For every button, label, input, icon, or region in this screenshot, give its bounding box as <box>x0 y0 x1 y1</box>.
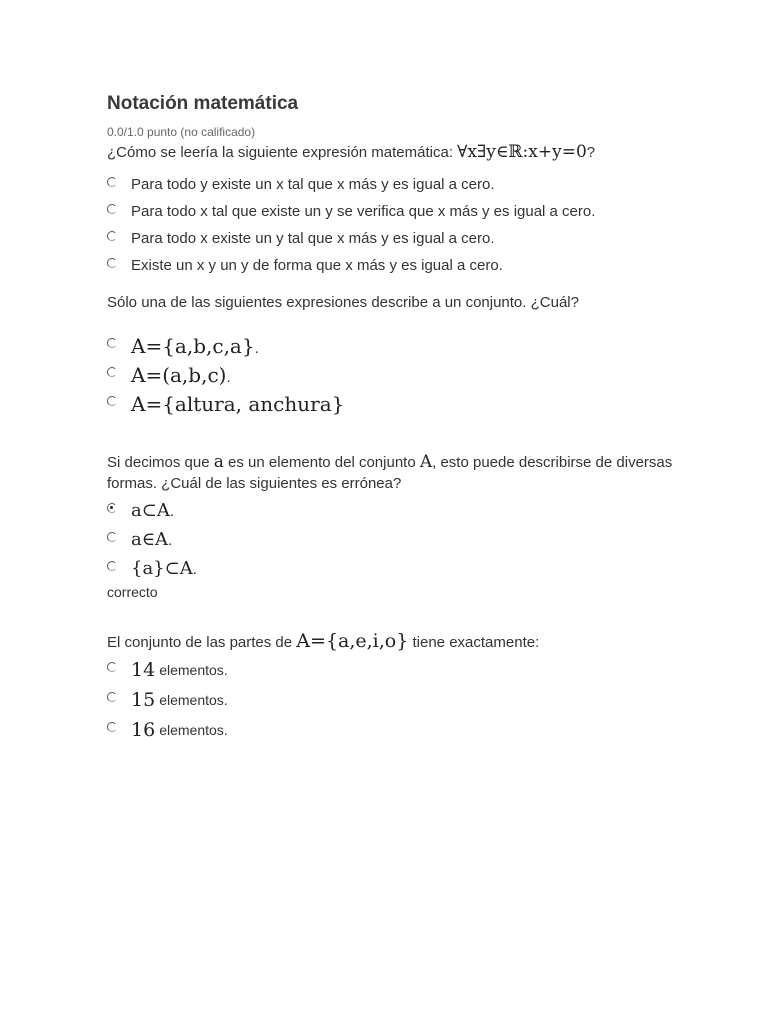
feedback-label: correcto <box>107 584 158 600</box>
question-3-prompt-c: , esto puede describirse de diversas formas. ¿Cuál de las siguientes es errónea? <box>107 454 673 492</box>
question-4-options <box>107 655 707 745</box>
radio-button[interactable] <box>107 532 117 542</box>
option-label: Existe un x y un y de forma que x más y es igual a cero. <box>131 257 503 274</box>
option-suffix: . <box>254 339 259 357</box>
question-1-prompt-text: ¿Cómo se leería la siguiente expresión matemática: <box>107 144 458 161</box>
option-label: Para todo x existe un y tal que x más y es igual a cero. <box>131 230 495 247</box>
question-3-prompt <box>107 452 707 494</box>
question-1-options <box>107 171 707 279</box>
radio-button[interactable] <box>107 204 117 214</box>
radio-button[interactable] <box>107 692 117 702</box>
option-number: 14 <box>131 659 156 681</box>
radio-button[interactable] <box>107 177 117 187</box>
option-math: a⊂A <box>131 500 170 521</box>
question-2-prompt: Sólo una de las siguientes expresiones describe a un conjunto. ¿Cuál? <box>107 294 579 311</box>
radio-button[interactable] <box>107 396 117 406</box>
option-math: {a}⊂A <box>131 558 193 579</box>
radio-button[interactable] <box>107 722 117 732</box>
radio-button[interactable] <box>107 231 117 241</box>
option-suffix: . <box>169 503 174 520</box>
question-1-option-2[interactable] <box>107 198 707 225</box>
question-2-option-2[interactable] <box>107 360 707 389</box>
variable-a: a <box>213 452 224 472</box>
question-1-prompt <box>107 142 707 163</box>
radio-button[interactable] <box>107 561 117 571</box>
question-4-option-3[interactable] <box>107 715 707 745</box>
question-2-option-3[interactable] <box>107 389 707 418</box>
question-3-prompt-b: es un elemento del conjunto <box>223 454 420 471</box>
question-4-prompt <box>107 629 707 655</box>
option-math: A=(a,b,c) <box>131 362 227 387</box>
question-2-option-1[interactable] <box>107 331 707 360</box>
option-math: a∈A <box>131 529 169 550</box>
question-1-prompt-end: ? <box>586 144 596 161</box>
question-3-prompt-a: Si decimos que <box>107 454 214 471</box>
radio-button-selected[interactable] <box>107 503 117 513</box>
question-4-prompt-b: tiene exactamente: <box>408 634 540 651</box>
option-label: elementos. <box>159 722 228 738</box>
question-4-option-1[interactable] <box>107 655 707 685</box>
option-number: 16 <box>131 719 156 741</box>
option-label: Para todo y existe un x tal que x más y es igual a cero. <box>131 176 495 193</box>
option-suffix: . <box>192 561 197 578</box>
question-2-options <box>107 331 707 418</box>
question-3-option-2[interactable] <box>107 525 707 554</box>
page-title: Notación matemática <box>107 93 299 114</box>
radio-button[interactable] <box>107 258 117 268</box>
option-math: A={a,b,c,a} <box>131 333 255 358</box>
question-3-option-3[interactable] <box>107 554 707 583</box>
option-math: A={altura, anchura} <box>131 391 345 416</box>
score-label: 0.0/1.0 punto (no calificado) <box>107 125 256 139</box>
radio-button[interactable] <box>107 338 117 348</box>
question-1-option-1[interactable] <box>107 171 707 198</box>
quiz-page <box>107 90 707 745</box>
set-expression: A={a,e,i,o} <box>296 630 409 652</box>
option-label: elementos. <box>159 692 228 708</box>
question-4-option-2[interactable] <box>107 685 707 715</box>
option-label: Para todo x tal que existe un y se verifica que x más y es igual a cero. <box>131 203 596 220</box>
radio-button[interactable] <box>107 662 117 672</box>
variable-A: A <box>419 452 433 472</box>
question-1-option-4[interactable] <box>107 252 707 279</box>
option-suffix: . <box>168 532 173 549</box>
radio-button[interactable] <box>107 367 117 377</box>
question-1-expression: ∀x∃y∈ℝ:x+y=0 <box>457 142 587 162</box>
option-label: elementos. <box>159 662 228 678</box>
option-number: 15 <box>131 689 156 711</box>
option-suffix: . <box>226 368 231 386</box>
question-4-prompt-a: El conjunto de las partes de <box>107 634 297 651</box>
question-3-option-1[interactable] <box>107 496 707 525</box>
question-1-option-3[interactable] <box>107 225 707 252</box>
question-3-options <box>107 496 707 583</box>
